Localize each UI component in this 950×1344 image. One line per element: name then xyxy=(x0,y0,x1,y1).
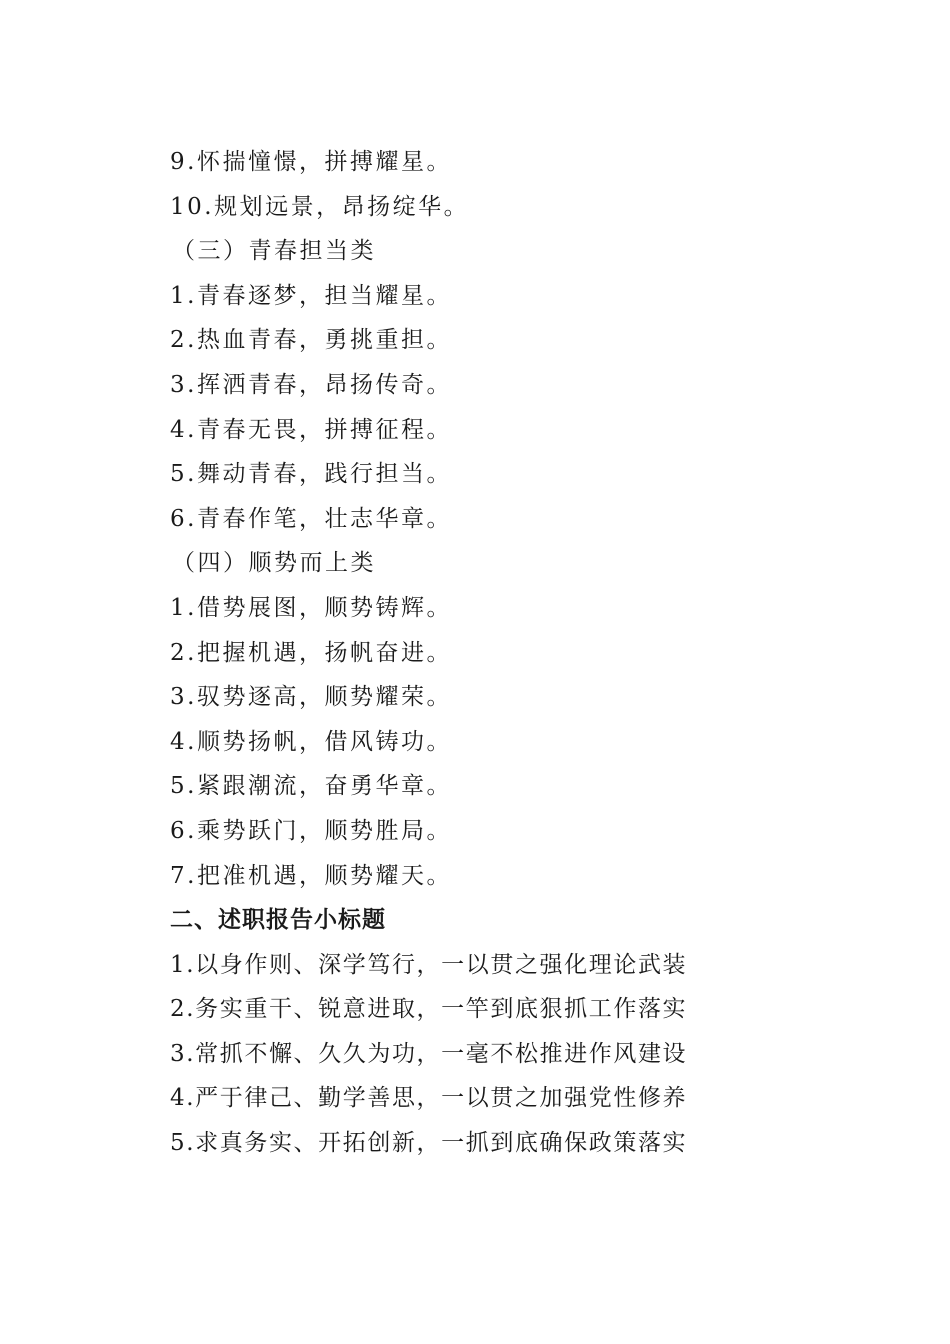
section-heading-report-titles: 二、述职报告小标题 xyxy=(170,907,386,934)
list-item: 3.常抓不懈、久久为功，一毫不松推进作风建设 xyxy=(170,1040,688,1067)
list-item: 1.青春逐梦，担当耀星。 xyxy=(170,282,452,309)
list-item: 4.严于律己、勤学善思，一以贯之加强党性修养 xyxy=(170,1085,688,1112)
list-item: 1.借势展图，顺势铸辉。 xyxy=(170,594,452,621)
list-item: 4.青春无畏，拼搏征程。 xyxy=(170,416,452,443)
document-body xyxy=(170,140,790,1166)
list-item: 10.规划远景，昂扬绽华。 xyxy=(170,193,470,220)
list-item: 9.怀揣憧憬，拼搏耀星。 xyxy=(170,149,452,175)
list-item: 3.驭势逐高，顺势耀荣。 xyxy=(170,684,452,711)
list-item: 1.以身作则、深学笃行，一以贯之强化理论武装 xyxy=(170,951,688,978)
subsection-heading-momentum: （四）顺势而上类 xyxy=(172,550,376,577)
subsection-heading-youth: （三）青春担当类 xyxy=(172,238,376,265)
list-item: 5.舞动青春，践行担当。 xyxy=(170,461,452,488)
list-item: 2.务实重干、锐意进取，一竿到底狠抓工作落实 xyxy=(170,996,688,1023)
list-item: 2.把握机遇，扬帆奋进。 xyxy=(170,639,452,666)
list-item: 6.乘势跃门，顺势胜局。 xyxy=(170,817,452,844)
list-item: 5.求真务实、开拓创新，一抓到底确保政策落实 xyxy=(170,1130,688,1157)
list-item: 7.把准机遇，顺势耀天。 xyxy=(170,862,452,889)
list-item: 2.热血青春，勇挑重担。 xyxy=(170,327,452,354)
list-item: 3.挥洒青春，昂扬传奇。 xyxy=(170,371,452,398)
list-item: 6.青春作笔，壮志华章。 xyxy=(170,505,452,532)
list-item: 5.紧跟潮流，奋勇华章。 xyxy=(170,773,452,800)
list-item: 4.顺势扬帆，借风铸功。 xyxy=(170,728,452,755)
